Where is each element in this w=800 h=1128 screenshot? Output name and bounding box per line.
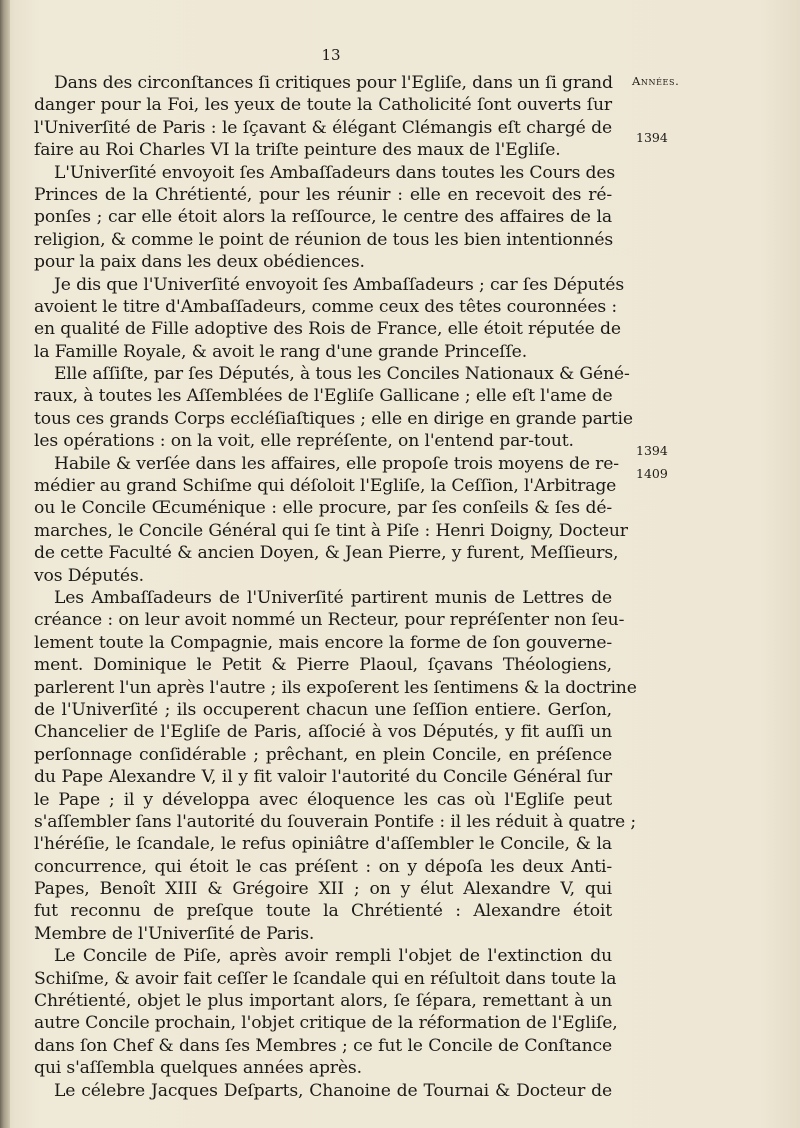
- text-line: religion, & comme le point de réunion de tous les bien intentionnés: [34, 229, 614, 250]
- body-text: [34, 72, 637, 1102]
- text-line: en qualité de Fille adoptive des Rois de France, elle étoit réputée de: [34, 319, 621, 340]
- text-line: Elle aſſiſte, par ſes Députés, à tous les Conciles Nationaux & Géné-: [54, 364, 630, 385]
- text-line: Princes de la Chrétienté, pour les réunir : elle en recevoit des ré-: [34, 184, 612, 205]
- text-line: de cette Faculté & ancien Doyen, & Jean Pierre, y furent, Meſſieurs,: [34, 543, 619, 564]
- text-line: l'héréſie, le ſcandale, le refus opiniâtre d'aſſembler le Concile, & la: [34, 834, 612, 855]
- text-line: parlerent l'un après l'autre ; ils expoſerent les ſentimens & la doctrine: [34, 677, 637, 698]
- text-line: danger pour la Foi, les yeux de toute la Catholicité ſont ouverts ſur: [34, 95, 612, 116]
- text-line: tous ces grands Corps eccléſiaſtiques ; elle en dirige en grande partie: [34, 408, 633, 429]
- text-line: pour la paix dans les deux obédiences.: [34, 252, 365, 273]
- margin-year: 1394: [636, 130, 668, 145]
- text-line: avoient le titre d'Ambaſſadeurs, comme ceux des têtes couronnées :: [34, 296, 617, 317]
- text-line: dans ſon Chef & dans ſes Membres ; ce fut le Concile de Conſtance: [34, 1035, 612, 1056]
- text-line: marches, le Concile Général qui ſe tint à Piſe : Henri Doigny, Docteur: [34, 520, 628, 541]
- text-line: s'aſſembler ſans l'autorité du ſouverain Pontife : il les réduit à quatre ;: [34, 811, 637, 832]
- text-line: créance : on leur avoit nommé un Recteur, pour repréſenter non ſeu-: [34, 610, 625, 631]
- text-line: faire au Roi Charles VI la triſte peinture des maux de l'Egliſe.: [34, 140, 561, 161]
- text-line: le Pape ; il y développa avec éloquence les cas où l'Egliſe peut: [34, 789, 612, 810]
- text-line: raux, à toutes les Aſſemblées de l'Egliſe Gallicane ; elle eſt l'ame de: [34, 386, 613, 407]
- text-line: Papes, Benoît XIII & Grégoire XII ; on y élut Alexandre V, qui: [34, 879, 612, 900]
- text-line: de l'Univerſité ; ils occuperent chacun une ſeſſion entiere. Gerſon,: [34, 699, 612, 720]
- margin-heading-annees: Années.: [632, 74, 680, 88]
- text-line: qui s'aſſembla quelques années après.: [34, 1058, 362, 1079]
- text-line: Le Concile de Piſe, après avoir rempli l'objet de l'extinction du: [54, 946, 612, 967]
- margin-year: 1394: [636, 443, 668, 458]
- text-line: Chancelier de l'Egliſe de Paris, aſſocié à vos Députés, y fit auſſi un: [34, 722, 612, 743]
- text-line: L'Univerſité envoyoit ſes Ambaſſadeurs dans toutes les Cours des: [54, 162, 616, 183]
- page-gutter-shadow: [0, 0, 10, 1128]
- page-number: 13: [321, 46, 341, 64]
- text-line: concurrence, qui étoit le cas préſent : on y dépoſa les deux Anti-: [34, 856, 612, 877]
- text-line: fut reconnu de preſque toute la Chrétienté : Alexandre étoit: [34, 901, 612, 922]
- text-line: Le célebre Jacques Deſparts, Chanoine de Tournai & Docteur de: [54, 1080, 612, 1101]
- text-line: Je dis que l'Univerſité envoyoit ſes Ambaſſadeurs ; car ſes Députés: [54, 274, 624, 295]
- text-line: lement toute la Compagnie, mais encore la forme de ſon gouverne-: [34, 632, 612, 653]
- text-line: la Famille Royale, & avoit le rang d'une grande Princeſſe.: [34, 341, 528, 362]
- text-line: Schiſme, & avoir fait ceſſer le ſcandale qui en réſultoit dans toute la: [34, 968, 617, 989]
- text-line: Dans des circonſtances ſi critiques pour l'Egliſe, dans un ſi grand: [54, 73, 613, 93]
- text-line: perſonnage conſidérable ; prêchant, en plein Concile, en préſence: [34, 744, 612, 765]
- text-line: médier au grand Schiſme qui déſoloit l'Egliſe, la Ceſſion, l'Arbitrage: [34, 476, 617, 497]
- margin-year: 1409: [636, 466, 668, 481]
- text-line: ment. Dominique le Petit & Pierre Plaoul, ſçavans Théologiens,: [34, 655, 612, 676]
- text-line: Chrétienté, objet le plus important alors, ſe ſépara, remettant à un: [34, 991, 612, 1012]
- text-line: ou le Concile Œcuménique : elle procure, par ſes conſeils & ſes dé-: [34, 498, 612, 519]
- text-line: autre Concile prochain, l'objet critique de la réformation de l'Egliſe,: [34, 1013, 618, 1034]
- text-line: Habile & verſée dans les affaires, elle propoſe trois moyens de re-: [54, 453, 619, 474]
- text-line: vos Députés.: [34, 565, 144, 586]
- text-line: du Pape Alexandre V, il y fit valoir l'autorité du Concile Général ſur: [34, 767, 612, 788]
- text-line: l'Univerſité de Paris : le ſçavant & élégant Clémangis eſt chargé de: [34, 117, 612, 138]
- text-line: Membre de l'Univerſité de Paris.: [34, 923, 315, 944]
- text-line: Les Ambaſſadeurs de l'Univerſité partirent munis de Lettres de: [54, 587, 612, 608]
- text-line: ponſes ; car elle étoit alors la reſſource, le centre des affaires de la: [34, 207, 612, 228]
- text-line: les opérations : on la voit, elle repréſente, on l'entend par-tout.: [34, 431, 574, 452]
